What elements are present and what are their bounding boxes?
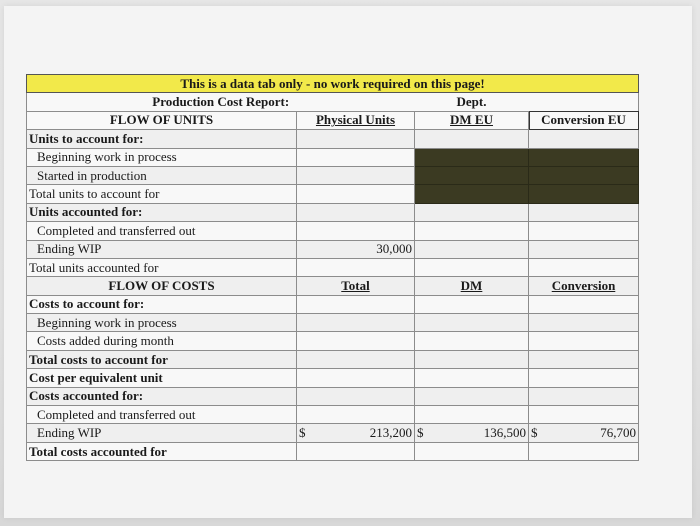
cell[interactable]: [297, 295, 415, 313]
cell[interactable]: [529, 350, 639, 368]
shaded-cell[interactable]: [415, 185, 529, 203]
cell[interactable]: [415, 442, 529, 460]
currency-symbol: $: [299, 425, 306, 441]
cell[interactable]: [529, 442, 639, 460]
cell[interactable]: [297, 222, 415, 240]
cell[interactable]: [297, 332, 415, 350]
cell[interactable]: [297, 442, 415, 460]
cell[interactable]: [415, 350, 529, 368]
units-accounted-for-row: [27, 203, 639, 221]
shaded-cell[interactable]: [529, 185, 639, 203]
units-completed-label[interactable]: Completed and transferred out: [27, 222, 297, 240]
costs-added-row: [27, 332, 639, 350]
report-title[interactable]: Production Cost Report:: [27, 93, 415, 111]
costs-beginning-wip-row: [27, 314, 639, 332]
ending-wip-dm-cell[interactable]: [415, 424, 529, 442]
ending-wip-total-cell[interactable]: [297, 424, 415, 442]
cell[interactable]: [529, 387, 639, 405]
units-total-accounted-label[interactable]: Total units accounted for: [27, 258, 297, 276]
physical-units-header[interactable]: Physical Units: [297, 111, 415, 129]
ending-wip-total-value: 213,200: [369, 425, 412, 441]
cell[interactable]: [415, 332, 529, 350]
units-header-row: [27, 111, 639, 129]
cell[interactable]: [415, 314, 529, 332]
costs-to-account-row: [27, 295, 639, 313]
costs-beginning-wip-label[interactable]: Beginning work in process: [27, 314, 297, 332]
cell[interactable]: [297, 130, 415, 148]
cell[interactable]: [529, 222, 639, 240]
cell[interactable]: [529, 295, 639, 313]
cell[interactable]: [297, 148, 415, 166]
cell[interactable]: [529, 314, 639, 332]
ending-wip-conversion-value: 76,700: [600, 425, 637, 441]
costs-ending-wip-row: [27, 424, 639, 442]
units-started-label[interactable]: Started in production: [27, 166, 297, 184]
dm-header[interactable]: DM: [415, 277, 529, 295]
cell[interactable]: [297, 350, 415, 368]
cost-per-eu-row: [27, 369, 639, 387]
spreadsheet-page: [4, 6, 692, 518]
units-total-accounted-row: [27, 258, 639, 276]
dm-eu-header[interactable]: DM EU: [415, 111, 529, 129]
costs-ending-wip-label[interactable]: Ending WIP: [27, 424, 297, 442]
cell[interactable]: [297, 314, 415, 332]
title-row: [27, 93, 639, 111]
costs-total-to-account-row: [27, 350, 639, 368]
cell[interactable]: [297, 166, 415, 184]
costs-total-accounted-row: [27, 442, 639, 460]
conversion-eu-header[interactable]: Conversion EU: [529, 111, 639, 129]
units-accounted-for-label[interactable]: Units accounted for:: [27, 203, 297, 221]
costs-total-accounted-label[interactable]: Total costs accounted for: [27, 442, 297, 460]
cell[interactable]: [529, 130, 639, 148]
units-completed-row: [27, 222, 639, 240]
costs-completed-row: [27, 406, 639, 424]
cell[interactable]: [529, 258, 639, 276]
cell[interactable]: [415, 406, 529, 424]
title-row-empty-cell[interactable]: [529, 93, 639, 111]
units-to-account-row: [27, 130, 639, 148]
shaded-cell[interactable]: [529, 148, 639, 166]
cell[interactable]: [415, 240, 529, 258]
total-header[interactable]: Total: [297, 277, 415, 295]
units-started-row: [27, 166, 639, 184]
units-total-to-account-label[interactable]: Total units to account for: [27, 185, 297, 203]
cell[interactable]: [415, 130, 529, 148]
cell[interactable]: [529, 203, 639, 221]
cost-per-eu-label[interactable]: Cost per equivalent unit: [27, 369, 297, 387]
cell[interactable]: [415, 222, 529, 240]
currency-symbol: $: [417, 425, 424, 441]
conversion-header[interactable]: Conversion: [529, 277, 639, 295]
cell[interactable]: [529, 369, 639, 387]
costs-total-to-account-label[interactable]: Total costs to account for: [27, 350, 297, 368]
cell[interactable]: [529, 240, 639, 258]
units-total-to-account-row: [27, 185, 639, 203]
cell[interactable]: [297, 369, 415, 387]
currency-symbol: $: [531, 425, 538, 441]
cell[interactable]: [297, 185, 415, 203]
cell[interactable]: [415, 203, 529, 221]
shaded-cell[interactable]: [415, 166, 529, 184]
dept-label[interactable]: Dept.: [415, 93, 529, 111]
costs-accounted-for-label[interactable]: Costs accounted for:: [27, 387, 297, 405]
ending-wip-dm-value: 136,500: [483, 425, 526, 441]
flow-of-costs-header[interactable]: FLOW OF COSTS: [27, 277, 297, 295]
production-cost-report-table: [26, 74, 639, 461]
units-ending-wip-row: [27, 240, 639, 258]
banner-row: [27, 75, 639, 93]
units-beginning-wip-row: [27, 148, 639, 166]
cell[interactable]: [529, 332, 639, 350]
cell[interactable]: [415, 258, 529, 276]
cell[interactable]: [297, 258, 415, 276]
shaded-cell[interactable]: [415, 148, 529, 166]
costs-to-account-label[interactable]: Costs to account for:: [27, 295, 297, 313]
cell[interactable]: [415, 369, 529, 387]
units-to-account-label[interactable]: Units to account for:: [27, 130, 297, 148]
cell[interactable]: [297, 387, 415, 405]
shaded-cell[interactable]: [529, 166, 639, 184]
ending-wip-conversion-cell[interactable]: [529, 424, 639, 442]
costs-added-label[interactable]: Costs added during month: [27, 332, 297, 350]
cell[interactable]: [529, 406, 639, 424]
units-beginning-wip-label[interactable]: Beginning work in process: [27, 148, 297, 166]
cell[interactable]: [297, 406, 415, 424]
cell[interactable]: [415, 387, 529, 405]
banner-text[interactable]: This is a data tab only - no work required on this page!: [27, 75, 639, 93]
cell[interactable]: [415, 295, 529, 313]
ending-wip-physical-units[interactable]: 30,000: [297, 240, 415, 258]
flow-of-units-header[interactable]: FLOW OF UNITS: [27, 111, 297, 129]
units-ending-wip-label[interactable]: Ending WIP: [27, 240, 297, 258]
costs-header-row: [27, 277, 639, 295]
cell[interactable]: [297, 203, 415, 221]
costs-accounted-for-row: [27, 387, 639, 405]
costs-completed-label[interactable]: Completed and transferred out: [27, 406, 297, 424]
